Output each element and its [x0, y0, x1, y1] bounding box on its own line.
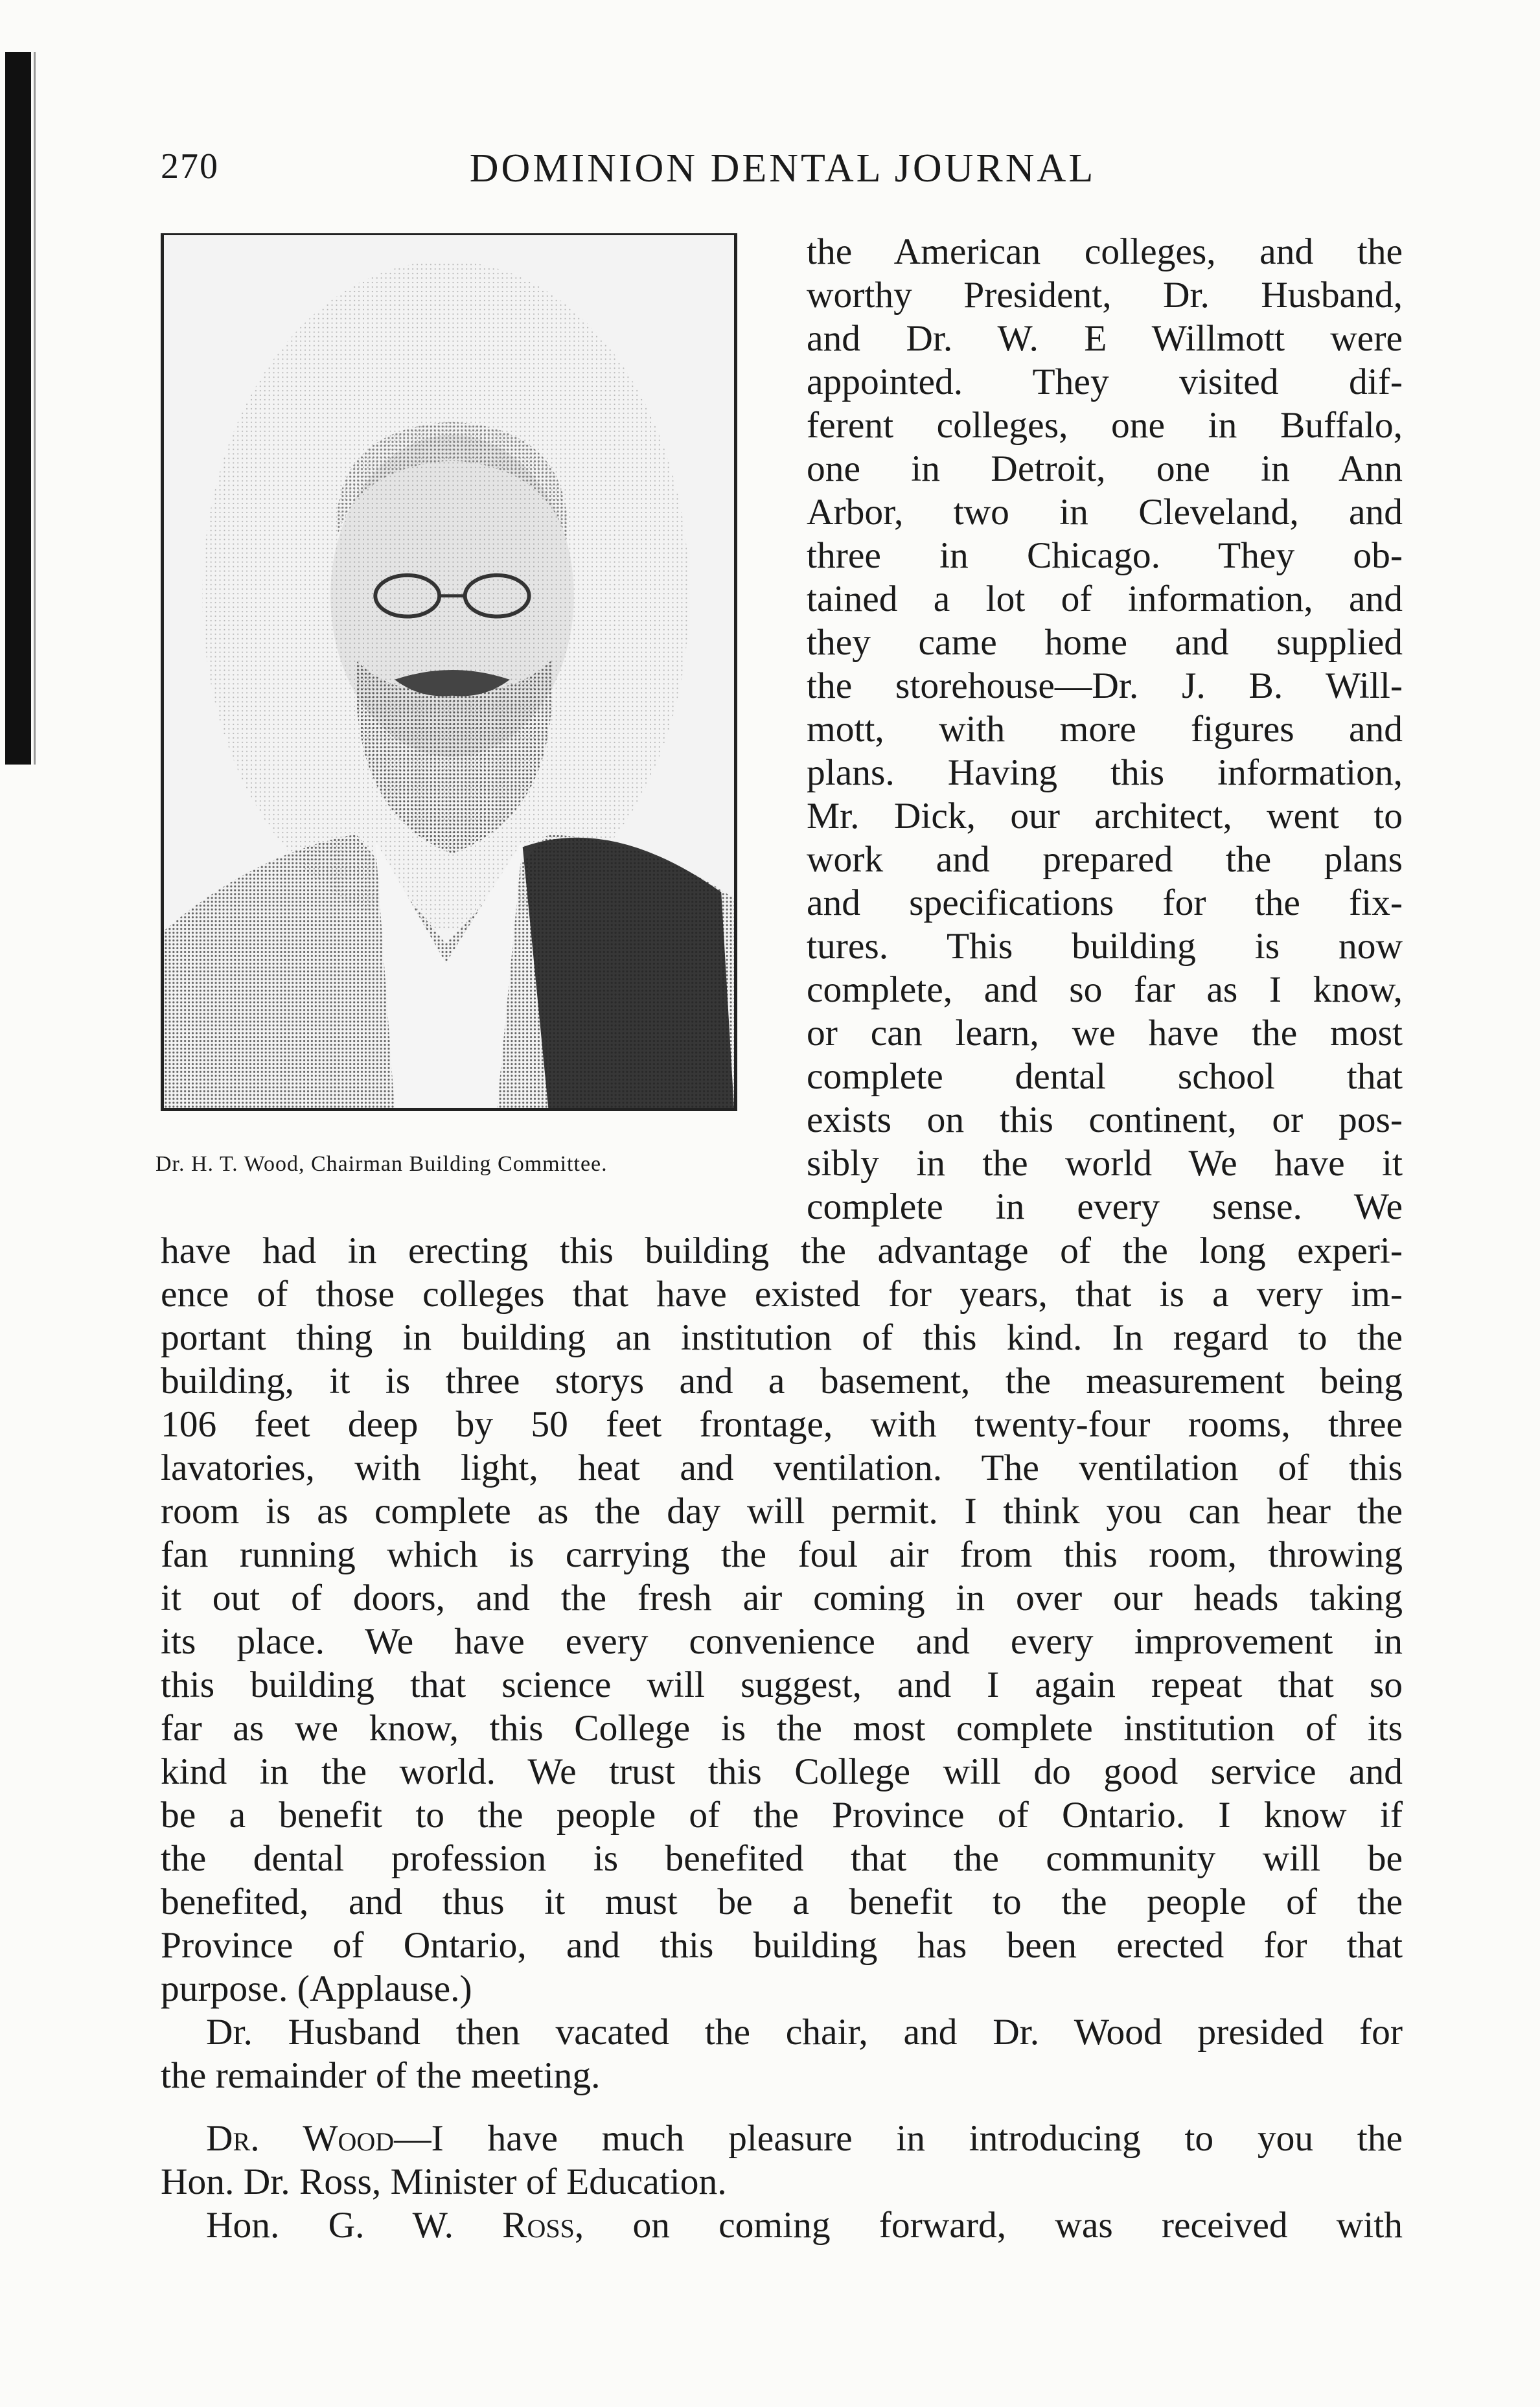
text-line: one in Detroit, one in Ann	[807, 448, 1403, 489]
text-line: purpose. (Applause.)	[161, 1968, 472, 2009]
portrait-image	[164, 235, 734, 1108]
page-header	[161, 146, 1405, 198]
text-line: Mr. Dick, our architect, went to	[807, 796, 1403, 836]
ross-text: , on coming forward, was received with	[574, 2205, 1403, 2246]
running-head: DOMINION DENTAL JOURNAL	[469, 146, 1096, 190]
text-line: and Dr. W. E Willmott were	[807, 318, 1403, 359]
text-line: mott, with more figures and	[807, 709, 1403, 750]
text-line: have had in erecting this building the advantage of the long experi-	[161, 1230, 1403, 1271]
figure-caption: Dr. H. T. Wood, Chairman Building Committee.	[155, 1152, 608, 1176]
speaker-name: Dr. Wood	[206, 2118, 395, 2159]
text-line: the storehouse—Dr. J. B. Will-	[807, 665, 1403, 706]
text-line: complete, and so far as I know,	[807, 969, 1403, 1010]
paragraph-ross-line	[206, 2204, 1403, 2247]
text-line: worthy President, Dr. Husband,	[807, 275, 1403, 316]
introduction-text: —I have much pleasure in introducing to you the	[394, 2118, 1403, 2159]
text-line: this building that science will suggest, and I again repeat that so	[161, 1664, 1403, 1705]
text-line: and specifications for the fix-	[807, 882, 1403, 923]
speaker-name: Ross	[502, 2205, 575, 2246]
text-line: tures. This building is now	[807, 926, 1403, 967]
text-line: three in Chicago. They ob-	[807, 535, 1403, 576]
text-line: the American colleges, and the	[807, 231, 1403, 272]
text-line: ferent colleges, one in Buffalo,	[807, 405, 1403, 446]
text-line: appointed. They visited dif-	[807, 362, 1403, 402]
text-line: they came home and supplied	[807, 622, 1403, 663]
text-line: Dr. Husband then vacated the chair, and Dr. Wood presided for	[206, 2012, 1403, 2053]
text-line: 106 feet deep by 50 feet frontage, with twenty-four rooms, three	[161, 1404, 1403, 1445]
text-line: or can learn, we have the most	[807, 1013, 1403, 1054]
text-line: be a benefit to the people of the Province of Ontario. I know if	[161, 1795, 1403, 1836]
text-line: Province of Ontario, and this building has been erected for that	[161, 1925, 1403, 1966]
text-line: tained a lot of information, and	[807, 579, 1403, 619]
text-line: building, it is three storys and a basement, the measurement being	[161, 1361, 1403, 1401]
text-line: complete dental school that	[807, 1056, 1403, 1097]
text-line: Arbor, two in Cleveland, and	[807, 492, 1403, 533]
text-line: sibly in the world We have it	[807, 1143, 1403, 1184]
page-number: 270	[161, 146, 219, 187]
ross-prefix: Hon. G. W.	[206, 2205, 454, 2246]
text-line: the dental profession is benefited that the community will be	[161, 1838, 1403, 1879]
text-line: lavatories, with light, heat and ventilation. The ventilation of this	[161, 1447, 1403, 1488]
text-line: room is as complete as the day will permit. I think you can hear the	[161, 1491, 1403, 1532]
binding-edge	[5, 52, 31, 765]
text-line: far as we know, this College is the most complete institution of its	[161, 1708, 1403, 1749]
text-line: work and prepared the plans	[807, 839, 1403, 880]
text-line: plans. Having this information,	[807, 752, 1403, 793]
paragraph-introduction-line: Hon. Dr. Ross, Minister of Education.	[161, 2161, 727, 2202]
text-line: portant thing in building an institution of this kind. In regard to the	[161, 1317, 1403, 1358]
text-line: benefited, and thus it must be a benefit to the people of the	[161, 1882, 1403, 1922]
binding-shadow	[34, 52, 36, 765]
text-line: fan running which is carrying the foul air from this room, throwing	[161, 1534, 1403, 1575]
paragraph-introduction-line	[206, 2117, 1403, 2160]
text-line: it out of doors, and the fresh air coming in over our heads taking	[161, 1578, 1403, 1618]
text-line: its place. We have every convenience and every improvement in	[161, 1621, 1403, 1662]
text-line: the remainder of the meeting.	[161, 2055, 601, 2096]
text-line: kind in the world. We trust this College will do good service and	[161, 1751, 1403, 1792]
text-line: exists on this continent, or pos-	[807, 1100, 1403, 1140]
text-line: complete in every sense. We	[807, 1186, 1403, 1227]
portrait-figure	[161, 233, 737, 1111]
text-line: ence of those colleges that have existed for years, that is a very im-	[161, 1274, 1403, 1315]
